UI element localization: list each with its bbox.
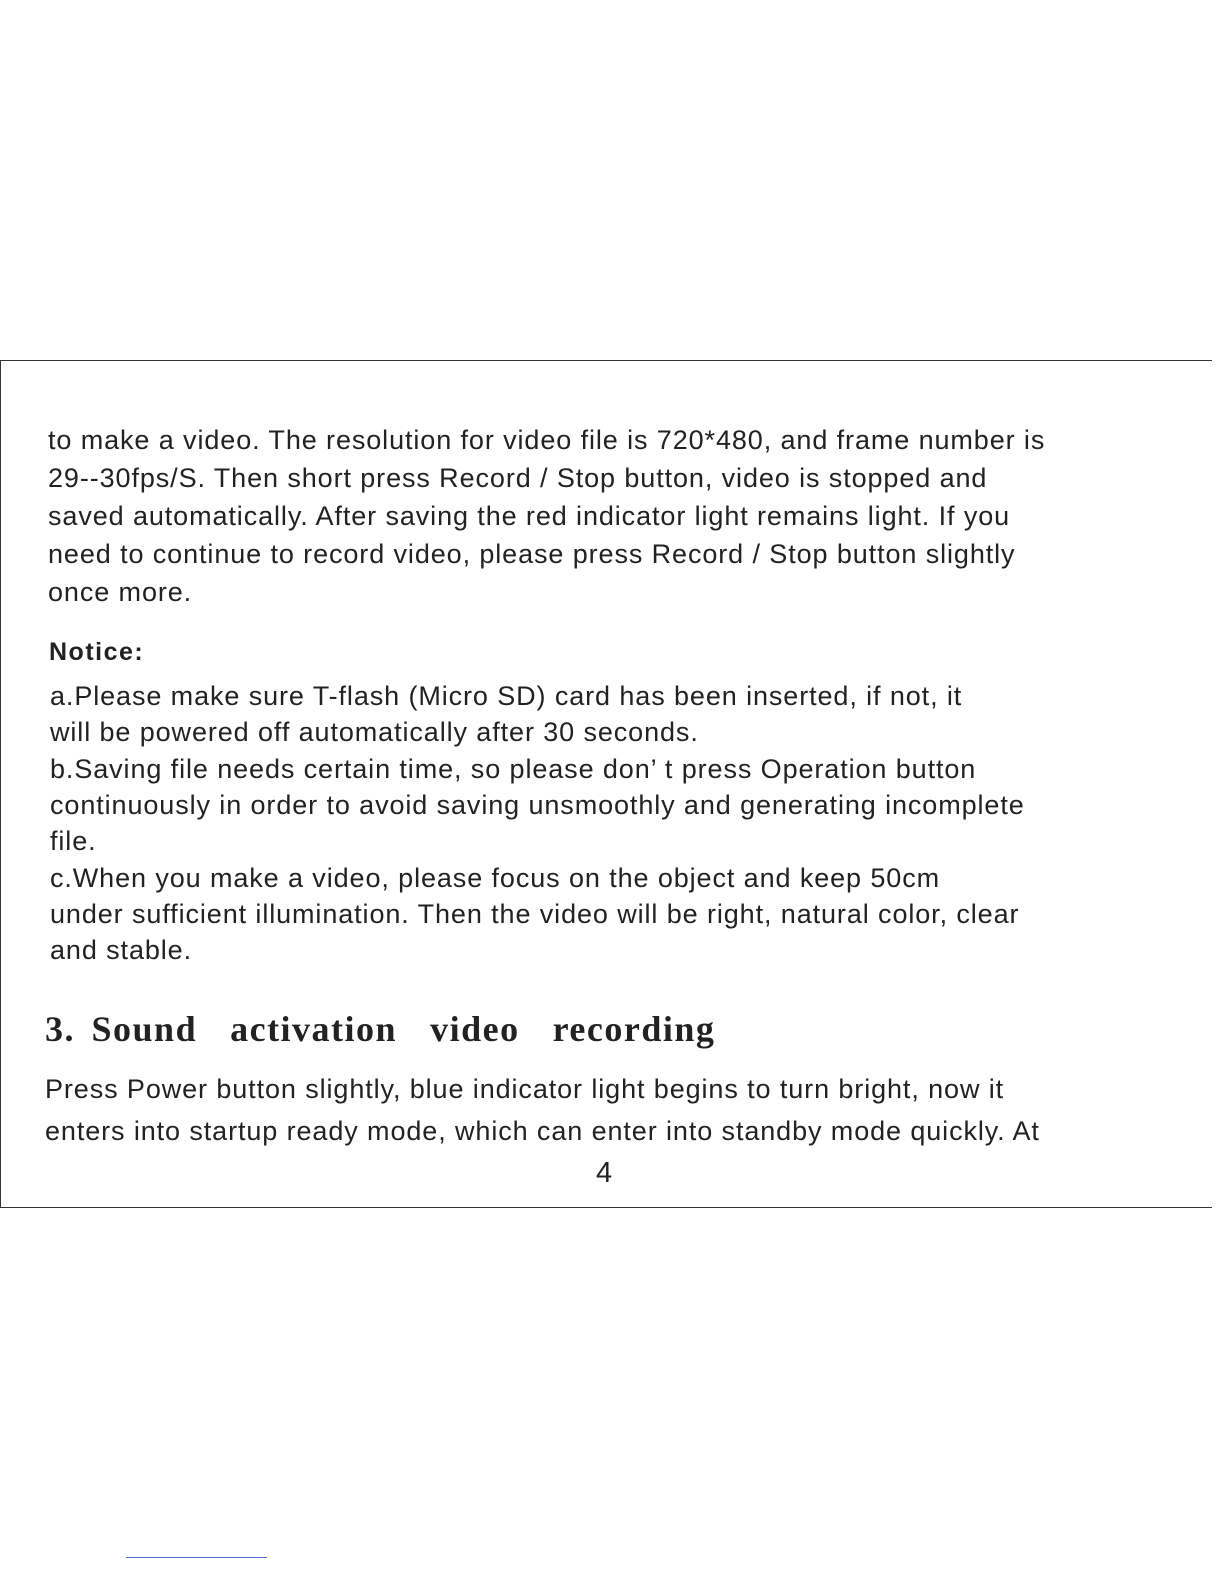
intro-line: once more. bbox=[48, 577, 193, 607]
section-heading: 3. Sound activation video recording bbox=[45, 1009, 716, 1049]
notice-heading: Notice: bbox=[49, 638, 145, 666]
notice-line: b.Saving file needs certain time, so please don’ t press Operation button bbox=[50, 754, 977, 784]
intro-line: need to continue to record video, please press Record / Stop button slightly bbox=[48, 539, 1016, 569]
notice-line: continuously in order to avoid saving unsmoothly and generating incomplete bbox=[50, 790, 1025, 820]
intro-line: to make a video. The resolution for video file is 720*480, and frame number is bbox=[48, 425, 1046, 455]
intro-line: 29--30fps/S. Then short press Record / Stop button, video is stopped and bbox=[48, 463, 988, 493]
notice-line: and stable. bbox=[50, 935, 192, 965]
notice-line: a.Please make sure T-flash (Micro SD) card has been inserted, if not, it bbox=[50, 681, 963, 711]
notice-line: file. bbox=[50, 826, 97, 856]
notice-line: under sufficient illumination. Then the video will be right, natural color, clear bbox=[50, 899, 1020, 929]
notice-line: will be powered off automatically after 30 seconds. bbox=[50, 717, 699, 747]
section-line: enters into startup ready mode, which can enter into standby mode quickly. At bbox=[45, 1116, 1040, 1146]
notice-line: c.When you make a video, please focus on the object and keep 50cm bbox=[50, 863, 941, 893]
footer-rule bbox=[126, 1557, 267, 1558]
intro-line: saved automatically. After saving the red indicator light remains light. If you bbox=[48, 501, 1011, 531]
page-number: 4 bbox=[596, 1157, 613, 1189]
section-line: Press Power button slightly, blue indicator light begins to turn bright, now it bbox=[45, 1074, 1005, 1104]
